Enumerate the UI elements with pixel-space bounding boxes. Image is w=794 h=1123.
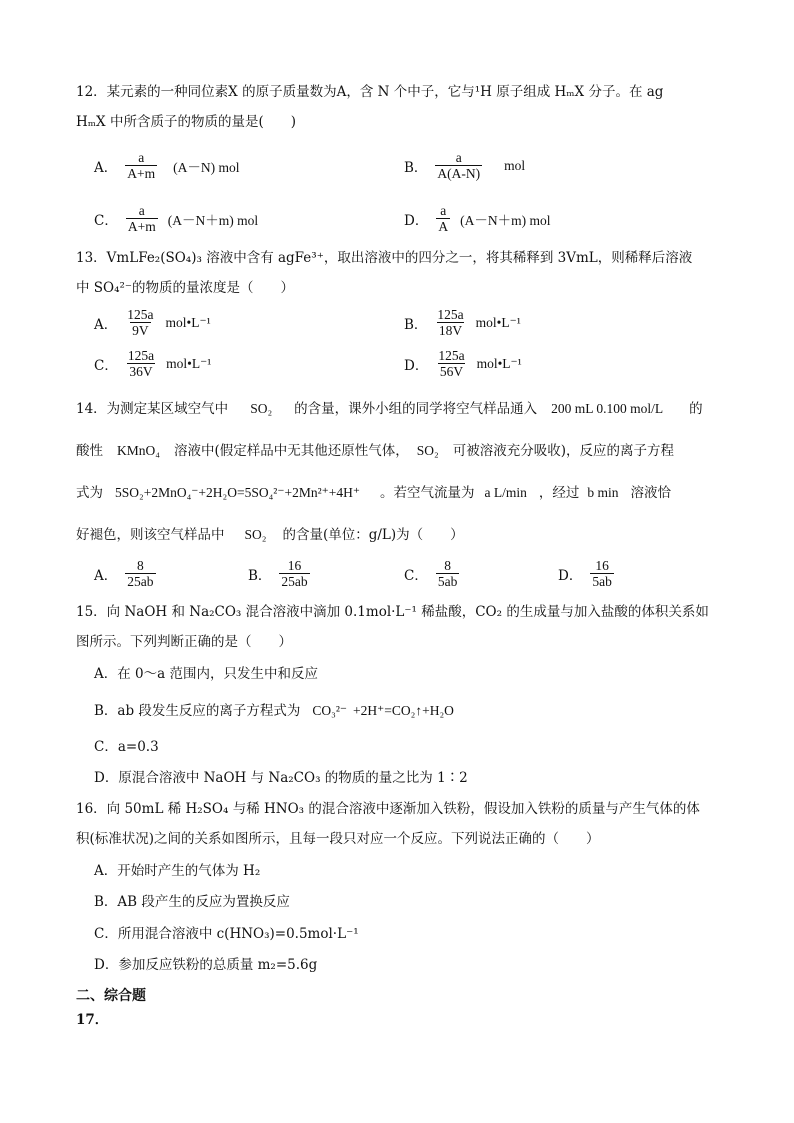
q13-option-b[interactable]: B． $\frac{125a}{18V}$ mol•L⁻¹: [404, 307, 521, 338]
q12-option-c[interactable]: C． $\frac{a}{A+m}$ (A－N＋m) mol: [94, 203, 259, 234]
fraction: $\frac{a}{A+m}$: [127, 150, 156, 181]
q16-line2: 积(标准状况)之间的关系如图所示，且每一段只对应一个反应。下列说法正确的（ ）: [76, 831, 600, 847]
q14-line3: 式为 5SO₂+2MnO₄⁻+2H₂O=5SO₄²⁻+2Mn²⁺+4H⁺ 。若空气流量为 a L/min ，经过 b min 溶液恰: [76, 485, 672, 501]
fraction: $\frac{8}{5ab}$: [437, 558, 458, 589]
q12-option-d[interactable]: D． $\frac{a}{A}$ (A－N＋m) mol: [404, 203, 551, 234]
fraction: $\frac{125a}{36V}$: [127, 348, 155, 379]
q13-line2: 中 SO₄²⁻的物质的量浓度是（ ）: [76, 280, 295, 296]
q14-line2: 酸性 KMnO₄ 溶液中(假定样品中无其他还原性气体， SO₂ 可被溶液充分吸收)，反应的离子方程: [76, 443, 674, 459]
fraction: $\frac{8}{25ab}$: [127, 558, 154, 589]
q15-option-b[interactable]: B．ab 段发生反应的离子方程式为 CO₃²⁻ +2H⁺=CO₂↑+H₂O: [94, 703, 454, 719]
q13-option-c[interactable]: C． $\frac{125a}{36V}$ mol•L⁻¹: [94, 348, 212, 379]
q14-option-c[interactable]: C． $\frac{8}{5ab}$: [404, 558, 458, 589]
fraction: $\frac{16}{5ab}$: [592, 558, 612, 589]
q13-option-d[interactable]: D． $\frac{125a}{56V}$ mol•L⁻¹: [404, 348, 522, 379]
q12-line1: 12．某元素的一种同位素X 的原子质量数为A，含 N 个中子，它与¹H 原子组成 HₘX 分子。在 ag: [76, 84, 664, 100]
fraction: $\frac{a}{A}$: [438, 203, 449, 234]
section-heading: 二、综合题: [76, 988, 146, 1004]
q14-option-d[interactable]: D． $\frac{16}{5ab}$: [558, 558, 612, 589]
q14-line1: 14．为测定某区域空气中 SO₂ 的含量，课外小组的同学将空气样品通入 200 mL 0.100 mol/L 的: [76, 401, 703, 417]
q13-option-a[interactable]: A． $\frac{125a}{9V}$ mol•L⁻¹: [94, 307, 211, 338]
fraction: $\frac{16}{25ab}$: [281, 558, 308, 589]
q14-option-b[interactable]: B． $\frac{16}{25ab}$: [248, 558, 308, 589]
fraction: $\frac{a}{A(A-N)}$: [437, 150, 481, 181]
fraction: $\frac{a}{A+m}$: [127, 203, 156, 234]
q15-option-a[interactable]: A．在 0～a 范围内，只发生中和反应: [94, 666, 318, 682]
q16-option-d[interactable]: D．参加反应铁粉的总质量 m₂=5.6g: [94, 957, 318, 973]
q15-option-d[interactable]: D．原混合溶液中 NaOH 与 Na₂CO₃ 的物质的量之比为 1∶2: [94, 770, 468, 786]
q15-line2: 图所示。下列判断正确的是（ ）: [76, 634, 292, 650]
q12-option-a[interactable]: A． $\frac{a}{A+m}$ (A－N) mol: [94, 150, 240, 181]
q17-number: 17．: [76, 1012, 109, 1028]
q16-option-b[interactable]: B．AB 段产生的反应为置换反应: [94, 894, 290, 910]
fraction: $\frac{125a}{18V}$: [437, 307, 464, 338]
q15-option-c[interactable]: C．a=0.3: [94, 739, 159, 755]
q16-option-c[interactable]: C．所用混合溶液中 c(HNO₃)=0.5mol·L⁻¹: [94, 926, 359, 942]
q16-option-a[interactable]: A．开始时产生的气体为 H₂: [94, 863, 261, 879]
fraction: $\frac{125a}{9V}$: [127, 307, 154, 338]
q16-line1: 16．向 50mL 稀 H₂SO₄ 与稀 HNO₃ 的混合溶液中逐渐加入铁粉，假设加入铁粉的质量与产生气体的体: [76, 801, 700, 817]
q13-line1: 13．VmLFe₂(SO₄)₃ 溶液中含有 agFe³⁺，取出溶液中的四分之一，将其稀释到 3VmL，则稀释后溶液: [76, 250, 693, 266]
fraction: $\frac{125a}{56V}$: [438, 348, 465, 379]
q14-option-a[interactable]: A． $\frac{8}{25ab}$: [94, 558, 154, 589]
q15-line1: 15．向 NaOH 和 Na₂CO₃ 混合溶液中滴加 0.1mol·L⁻¹ 稀盐酸，CO₂ 的生成量与加入盐酸的体积关系如: [76, 604, 709, 620]
q12-option-b[interactable]: B． $\frac{a}{A(A-N)}$ mol: [404, 150, 526, 181]
q14-line4: 好褪色，则该空气样品中 SO₂ 的含量(单位：g/L)为（ ）: [76, 527, 464, 543]
q12-line2: HₘX 中所含质子的物质的量是( ): [76, 114, 296, 130]
